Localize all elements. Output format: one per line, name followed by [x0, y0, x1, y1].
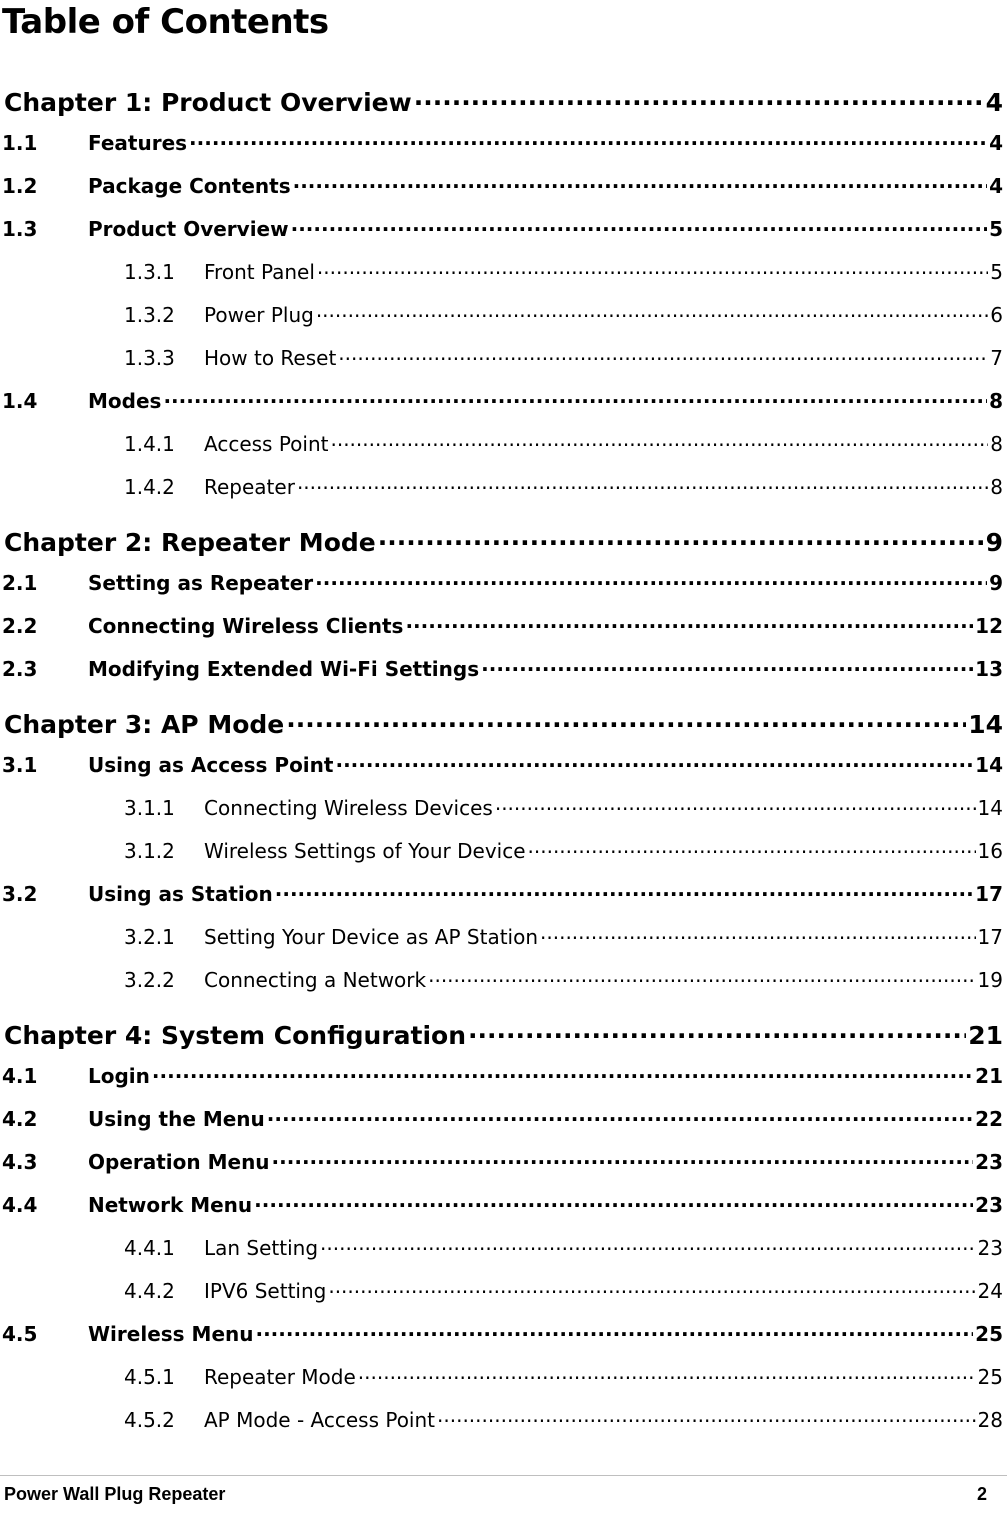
toc-entry-page: 14	[977, 796, 1003, 820]
toc-entry-page: 22	[975, 1107, 1003, 1131]
toc-entry-title: Operation Menu	[88, 1150, 270, 1174]
toc-entry-page: 9	[989, 571, 1003, 595]
toc-entry-sub[interactable]	[0, 474, 1003, 499]
toc-entry-sub[interactable]	[0, 795, 1003, 820]
toc-entry-number: 1.4.2	[124, 475, 175, 499]
toc-entry-sub[interactable]	[0, 838, 1003, 863]
toc-entry-title: Using as Station	[88, 882, 273, 906]
toc-entry-title: Wireless Settings of Your Device	[204, 839, 526, 863]
toc-entry-page: 14	[968, 710, 1003, 739]
toc-dot-leader	[293, 173, 987, 193]
toc-entry-title: Network Menu	[88, 1193, 253, 1217]
toc-entry-page: 23	[975, 1193, 1003, 1217]
toc-dot-leader	[315, 570, 987, 590]
toc-entry-chapter[interactable]	[0, 86, 1003, 117]
toc-entry-number: 3.1.1	[124, 796, 175, 820]
toc-entry-page: 24	[977, 1279, 1003, 1303]
toc-entry-sub[interactable]	[0, 1407, 1003, 1432]
toc-entry-section[interactable]	[0, 570, 1003, 595]
toc-entry-number: 1.4.1	[124, 432, 175, 456]
toc-dot-leader	[338, 345, 988, 365]
toc-dot-leader	[428, 967, 975, 987]
toc-entry-page: 25	[975, 1322, 1003, 1346]
toc-entry-title: Connecting Wireless Clients	[88, 614, 404, 638]
toc-entry-number: 1.2	[2, 174, 38, 198]
toc-entry-section[interactable]	[0, 173, 1003, 198]
toc-entry-sub[interactable]	[0, 302, 1003, 327]
toc-dot-leader	[378, 526, 984, 551]
toc-entry-number: 3.1	[2, 753, 38, 777]
toc-dot-leader	[163, 388, 987, 408]
toc-dot-leader	[255, 1321, 973, 1341]
toc-entry-title: Product Overview	[88, 217, 289, 241]
toc-entry-title: Connecting a Network	[204, 968, 427, 992]
toc-entry-number: 3.2.2	[124, 968, 175, 992]
toc-dot-leader	[328, 1278, 975, 1298]
toc-entry-sub[interactable]	[0, 967, 1003, 992]
page-title: Table of Contents	[2, 2, 329, 42]
toc-dot-leader	[358, 1364, 976, 1384]
toc-entry-section[interactable]	[0, 216, 1003, 241]
toc-dot-leader	[286, 708, 966, 733]
toc-entry-number: 1.3	[2, 217, 38, 241]
toc-entry-sub[interactable]	[0, 924, 1003, 949]
toc-entry-page: 8	[990, 475, 1003, 499]
toc-entry-title: Login	[88, 1064, 150, 1088]
toc-entry-number: 3.1.2	[124, 839, 175, 863]
toc-dot-leader	[414, 86, 984, 111]
toc-entry-page: 25	[977, 1365, 1003, 1389]
toc-entry-number: 4.4	[2, 1193, 38, 1217]
toc-entry-page: 9	[985, 528, 1003, 557]
toc-entry-number: 4.5	[2, 1322, 38, 1346]
toc-dot-leader	[437, 1407, 976, 1427]
toc-entry-section[interactable]	[0, 130, 1003, 155]
footer-divider	[0, 1475, 1007, 1476]
toc-entry-page: 14	[975, 753, 1003, 777]
toc-dot-leader	[481, 656, 973, 676]
toc-entry-section[interactable]	[0, 1106, 1003, 1131]
toc-entry-sub[interactable]	[0, 1364, 1003, 1389]
toc-entry-page: 16	[977, 839, 1003, 863]
toc-entry-page: 6	[990, 303, 1003, 327]
toc-entry-number: 4.4.2	[124, 1279, 175, 1303]
toc-entry-number: 4.2	[2, 1107, 38, 1131]
toc-entry-page: 4	[985, 88, 1003, 117]
toc-entry-title: Chapter 3: AP Mode	[4, 710, 285, 739]
toc-dot-leader	[297, 474, 988, 494]
toc-entry-number: 2.3	[2, 657, 38, 681]
toc-entry-title: Repeater	[204, 475, 295, 499]
toc-entry-page: 17	[975, 882, 1003, 906]
toc-entry-title: IPV6 Setting	[204, 1279, 327, 1303]
toc-dot-leader	[316, 302, 988, 322]
toc-entry-number: 4.3	[2, 1150, 38, 1174]
toc-entry-section[interactable]	[0, 1321, 1003, 1346]
toc-dot-leader	[495, 795, 976, 815]
toc-entry-title: Using as Access Point	[88, 753, 334, 777]
toc-entry-page: 21	[975, 1064, 1003, 1088]
toc-entry-section[interactable]	[0, 752, 1003, 777]
toc-dot-leader	[272, 1149, 974, 1169]
toc-entry-title: Access Point	[204, 432, 329, 456]
toc-entry-page: 5	[989, 217, 1003, 241]
toc-entry-page: 21	[968, 1021, 1003, 1050]
toc-entry-page: 4	[989, 174, 1003, 198]
toc-entry-sub[interactable]	[0, 259, 1003, 284]
toc-entry-number: 2.2	[2, 614, 38, 638]
toc-dot-leader	[254, 1192, 973, 1212]
toc-entry-number: 2.1	[2, 571, 38, 595]
toc-entry-title: Using the Menu	[88, 1107, 265, 1131]
footer-document-title: Power Wall Plug Repeater	[4, 1484, 226, 1504]
toc-entry-page: 17	[977, 925, 1003, 949]
toc-entry-section[interactable]	[0, 388, 1003, 413]
toc-entry-title: Setting as Repeater	[88, 571, 314, 595]
toc-entry-number: 1.4	[2, 389, 38, 413]
toc-entry-title: Features	[88, 131, 188, 155]
toc-entry-title: Chapter 1: Product Overview	[4, 88, 412, 117]
toc-entry-number: 3.2	[2, 882, 38, 906]
toc-dot-leader	[189, 130, 987, 150]
toc-entry-section[interactable]	[0, 881, 1003, 906]
toc-entry-title: Chapter 2: Repeater Mode	[4, 528, 376, 557]
toc-entry-number: 1.3.2	[124, 303, 175, 327]
toc-entry-number: 1.3.3	[124, 346, 175, 370]
toc-entry-page: 12	[975, 614, 1003, 638]
toc-entry-section[interactable]	[0, 613, 1003, 638]
toc-entry-page: 23	[977, 1236, 1003, 1260]
toc-entry-title: Modes	[88, 389, 162, 413]
toc-entry-page: 23	[975, 1150, 1003, 1174]
toc-dot-leader	[405, 613, 973, 633]
toc-entry-sub[interactable]	[0, 345, 1003, 370]
toc-entry-chapter[interactable]	[0, 708, 1003, 739]
toc-dot-leader	[330, 431, 988, 451]
toc-entry-title: Lan Setting	[204, 1236, 319, 1260]
toc-dot-leader	[317, 259, 988, 279]
toc-entry-title: Front Panel	[204, 260, 315, 284]
toc-dot-leader	[468, 1019, 966, 1044]
toc-entry-section[interactable]	[0, 1192, 1003, 1217]
toc-entry-chapter[interactable]	[0, 526, 1003, 557]
toc-entry-section[interactable]	[0, 656, 1003, 681]
toc-entry-page: 7	[990, 346, 1003, 370]
toc-entry-page: 4	[989, 131, 1003, 155]
toc-entry-number: 4.5.2	[124, 1408, 175, 1432]
toc-entry-title: Connecting Wireless Devices	[204, 796, 493, 820]
toc-entry-title: Package Contents	[88, 174, 291, 198]
toc-dot-leader	[152, 1063, 973, 1083]
toc-entry-title: How to Reset	[204, 346, 337, 370]
toc-entry-page: 28	[977, 1408, 1003, 1432]
toc-dot-leader	[320, 1235, 976, 1255]
toc-entry-title: Chapter 4: System Configuration	[4, 1021, 467, 1050]
footer-page-number: 2	[976, 1484, 987, 1504]
toc-entry-number: 4.5.1	[124, 1365, 175, 1389]
toc-entry-number: 1.1	[2, 131, 38, 155]
toc-entry-title: Wireless Menu	[88, 1322, 254, 1346]
toc-dot-leader	[267, 1106, 973, 1126]
toc-entry-title: Setting Your Device as AP Station	[204, 925, 539, 949]
toc-entry-number: 3.2.1	[124, 925, 175, 949]
toc-dot-leader	[335, 752, 973, 772]
toc-entry-number: 4.4.1	[124, 1236, 175, 1260]
toc-entry-chapter[interactable]	[0, 1019, 1003, 1050]
toc-entry-page: 13	[975, 657, 1003, 681]
toc-entry-page: 8	[990, 432, 1003, 456]
toc-dot-leader	[528, 838, 976, 858]
toc-entry-title: Power Plug	[204, 303, 314, 327]
toc-entry-sub[interactable]	[0, 431, 1003, 456]
toc-entry-page: 19	[977, 968, 1003, 992]
toc-dot-leader	[275, 881, 973, 901]
toc-dot-leader	[540, 924, 976, 944]
toc-entry-title: Modifying Extended Wi-Fi Settings	[88, 657, 480, 681]
toc-entry-number: 1.3.1	[124, 260, 175, 284]
toc-entry-sub[interactable]	[0, 1235, 1003, 1260]
toc-entry-sub[interactable]	[0, 1278, 1003, 1303]
toc-entry-title: Repeater Mode	[204, 1365, 356, 1389]
toc-entry-section[interactable]	[0, 1149, 1003, 1174]
toc-entry-title: AP Mode - Access Point	[204, 1408, 436, 1432]
toc-dot-leader	[291, 216, 987, 236]
toc-entry-number: 4.1	[2, 1064, 38, 1088]
toc-entry-page: 5	[990, 260, 1003, 284]
toc-entry-page: 8	[989, 389, 1003, 413]
toc-entry-section[interactable]	[0, 1063, 1003, 1088]
